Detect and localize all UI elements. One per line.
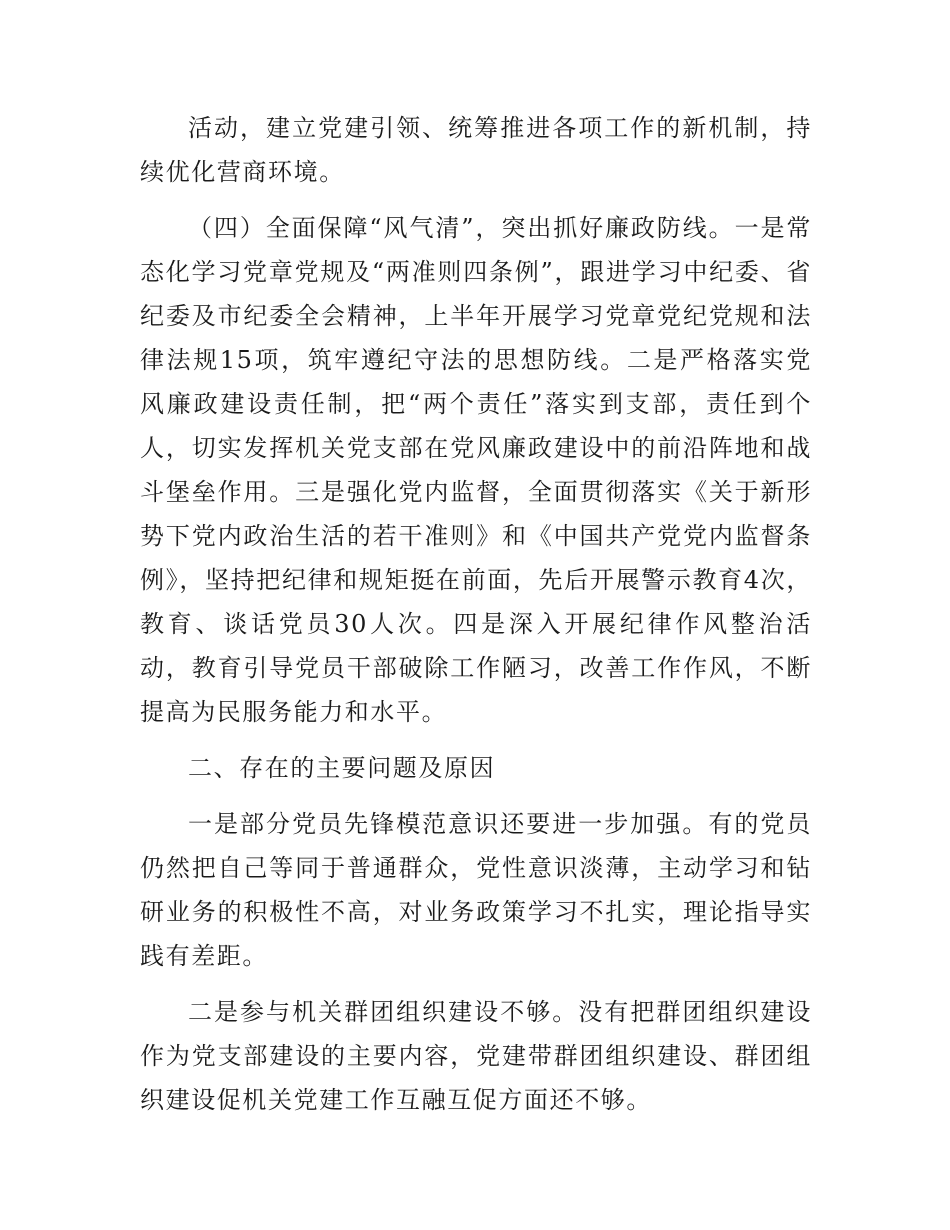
paragraph-section-four: （四）全面保障“风气清”，突出抓好廉政防线。一是常态化学习党章党规及“两准则四条例”，跟进学习中纪委、省纪委及市纪委全会精神，上半年开展学习党章党纪党规和法律法规15项，筑牢遵纪守法的思想防线。二是严格落实党风廉政建设责任制，把“两个责任”落实到支部，责任到个人，切实发挥机关党支部在党风廉政建设中的前沿阵地和战斗堡垒作用。三是强化党内监督，全面贯彻落实《关于新形势下党内政治生活的若干准则》和《中国共产党党内监督条例》，坚持把纪律和规矩挺在前面，先后开展警示教育4次，教育、谈话党员30人次。四是深入开展纪律作风整治活动，教育引导党员干部破除工作陋习，改善工作作风，不断提高为民服务能力和水平。 bbox=[140, 214, 812, 726]
section-heading-problems: 二、存在的主要问题及原因 bbox=[188, 754, 496, 782]
document-body bbox=[140, 106, 812, 1122]
paragraph-continuation: 活动，建立党建引领、统筹推进各项工作的新机制，持续优化营商环境。 bbox=[140, 114, 812, 186]
paragraph-problem-one: 一是部分党员先锋模范意识还要进一步加强。有的党员仍然把自己等同于普通群众，党性意识淡薄，主动学习和钻研业务的积极性不高，对业务政策学习不扎实，理论指导实践有差距。 bbox=[140, 810, 812, 970]
paragraph-problem-two: 二是参与机关群团组织建设不够。没有把群团组织建设作为党支部建设的主要内容，党建带群团组织建设、群团组织建设促机关党建工作互融互促方面还不够。 bbox=[140, 998, 812, 1114]
